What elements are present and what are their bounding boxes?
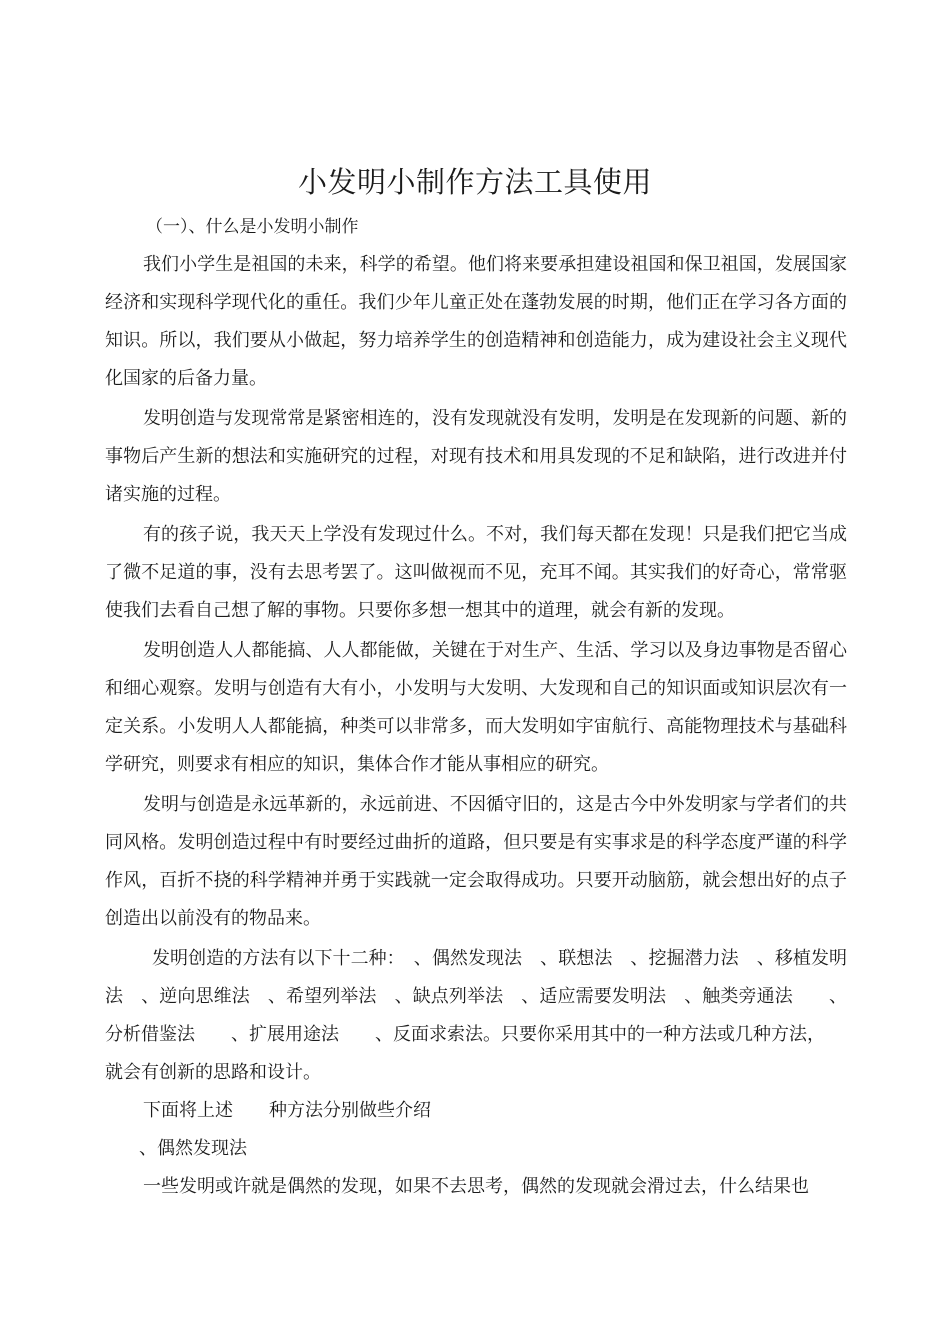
paragraph: 发明与创造是永远革新的，永远前进、不因循守旧的，这是古今中外发明家与学者们的共同风格。发明创造过程中有时要经过曲折的道路，但只要是有实事求是的科学态度严谨的科学作风，百折不挠的科学精神并勇于实践就一定会取得成功。只要开动脑筋，就会想出好的点子创造出以前没有的物品来。 [105, 794, 847, 929]
paragraph: 发明创造人人都能搞、人人都能做，关键在于对生产、生活、学习以及身边事物是否留心和细心观察。发明与创造有大有小，小发明与大发明、大发现和自己的知识面或知识层次有一定关系。小发明人人都能搞，种类可以非常多，而大发明如宇宙航行、高能物理技术与基础科学研究，则要求有相应的知识，集体合作才能从事相应的研究。 [105, 640, 847, 775]
paragraph: 我们小学生是祖国的未来，科学的希望。他们将来要承担建设祖国和保卫祖国，发展国家经济和实现科学现代化的重任。我们少年儿童正处在蓬勃发展的时期，他们正在学习各方面的知识。所以，我们要从小做起，努力培养学生的创造精神和创造能力，成为建设社会主义现代化国家的后备力量。 [105, 254, 847, 389]
subsection-heading: 、偶然发现法 [139, 1138, 247, 1159]
methods-list-paragraph: 发明创造的方法有以下十二种： 、偶然发现法 、联想法 、挖掘潜力法 、移植发明法 、逆向思维法 、希望列举法 、缺点列举法 、适应需要发明法 、触类旁通法 、分析借鉴法 、扩展用途法 、反面求索法。只要你采用其中的一种方法或几种方法， [105, 948, 847, 1045]
section-heading: （一）、什么是小发明小制作 [146, 217, 359, 237]
paragraph: 发明创造与发现常常是紧密相连的，没有发现就没有发明，发明是在发现新的问题、新的事物后产生新的想法和实施研究的过程，对现有技术和用具发现的不足和缺陷，进行改进并付诸实施的过程。 [105, 408, 847, 505]
document-title: 小发明小制作方法工具使用 [297, 165, 652, 199]
document-body [105, 246, 847, 1206]
paragraph: 一些发明或许就是偶然的发现，如果不去思考，偶然的发现就会滑过去，什么结果也 [143, 1176, 809, 1197]
paragraph-continuation: 就会有创新的思路和设计。 [105, 1062, 321, 1083]
paragraph: 下面将上述 种方法分别做些介绍 [143, 1100, 431, 1121]
paragraph: 有的孩子说，我天天上学没有发现过什么。不对，我们每天都在发现！只是我们把它当成了微不足道的事，没有去思考罢了。这叫做视而不见，充耳不闻。其实我们的好奇心，常常驱使我们去看自己想了解的事物。只要你多想一想其中的道理，就会有新的发现。 [105, 524, 847, 621]
